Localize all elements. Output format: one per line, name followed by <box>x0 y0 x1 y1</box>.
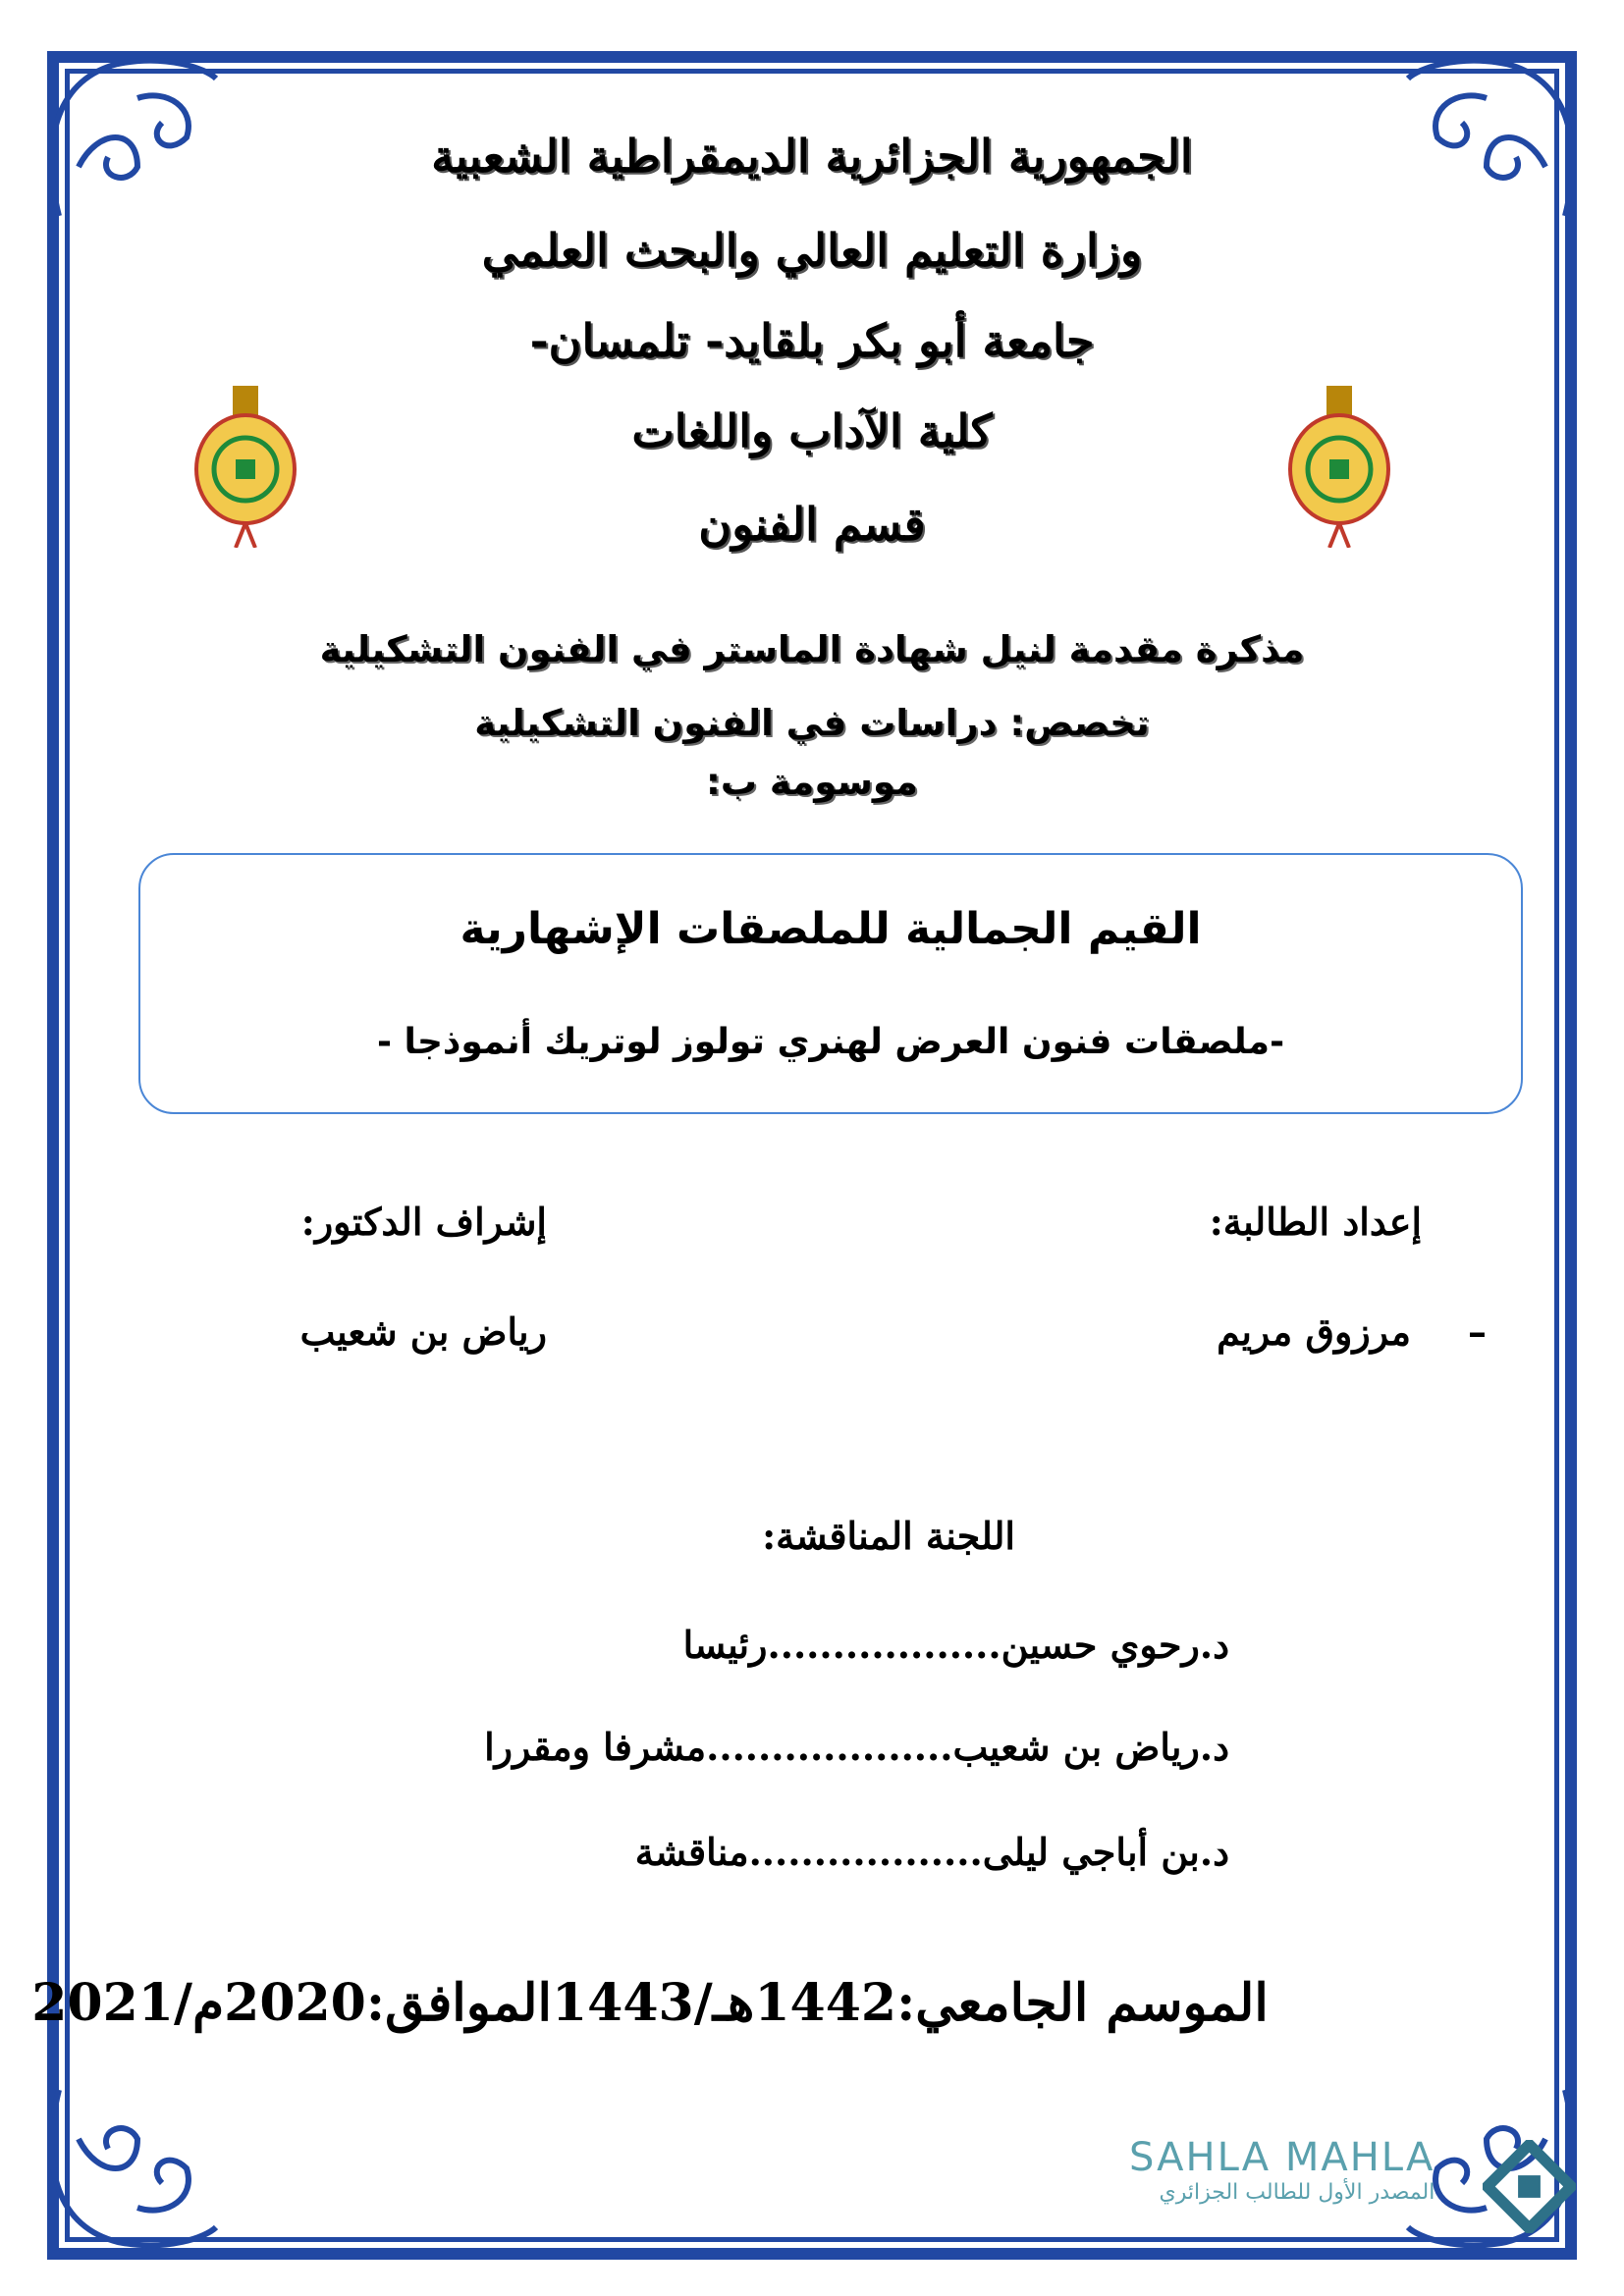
ornament-corner-top-right <box>1398 20 1604 226</box>
thesis-subtitle: -ملصقات فنون العرض لهنري تولوز لوتريك أنموذجا - <box>376 1022 1285 1062</box>
watermark-brand: SAHLA MAHLA <box>1129 2135 1435 2180</box>
specialty: تخصص: دراسات في الفنون التشكيلية <box>474 702 1150 744</box>
committee-member: د.رياض بن شعيب...................مشرفا ومقررا <box>484 1725 1229 1769</box>
ministry-name: وزارة التعليم العالي والبحث العلمي <box>481 224 1143 277</box>
republic-name: الجمهورية الجزائرية الديمقراطية الشعبية <box>431 130 1193 183</box>
memo-description: مذكرة مقدمة لنيل شهادة الماستر في الفنون التشكيلية <box>319 628 1305 670</box>
student-label: إعداد الطالبة: <box>1209 1200 1422 1244</box>
student-name: مرزوق مريم <box>1217 1309 1411 1354</box>
ornament-corner-top-left <box>20 20 226 226</box>
supervisor-name: رياض بن شعيب <box>299 1309 547 1354</box>
sahla-mahla-logo-icon <box>1483 2140 1576 2233</box>
committee-member: د.بن أباجي ليلى..................مناقشة <box>634 1830 1229 1874</box>
supervisor-label: إشراف الدكتور: <box>300 1200 547 1244</box>
academic-season: الموسم الجامعي:1442هـ/1443الموافق:2020م/2021 <box>31 1973 1269 2033</box>
committee-member: د.رحوي حسين..................رئيسا <box>682 1623 1229 1667</box>
watermark-tagline: المصدر الأول للطالب الجزائري <box>1159 2180 1435 2205</box>
ornament-corner-bottom-left <box>20 2080 226 2286</box>
titled-label: موسومة ب: <box>706 761 918 803</box>
university-name: جامعة أبو بكر بلقايد- تلمسان- <box>529 314 1095 367</box>
thesis-title: القيم الجمالية للملصقات الإشهارية <box>460 904 1202 954</box>
sahla-mahla-watermark <box>1129 2135 1435 2205</box>
thesis-title-box <box>138 853 1523 1114</box>
student-dash: – <box>1468 1309 1487 1354</box>
university-logo-left <box>191 386 299 548</box>
committee-label: اللجنة المناقشة: <box>762 1514 1015 1558</box>
faculty-name: كلية الآداب واللغات <box>631 404 993 457</box>
department-name: قسم الفنون <box>698 498 926 551</box>
university-logo-right <box>1285 386 1393 548</box>
